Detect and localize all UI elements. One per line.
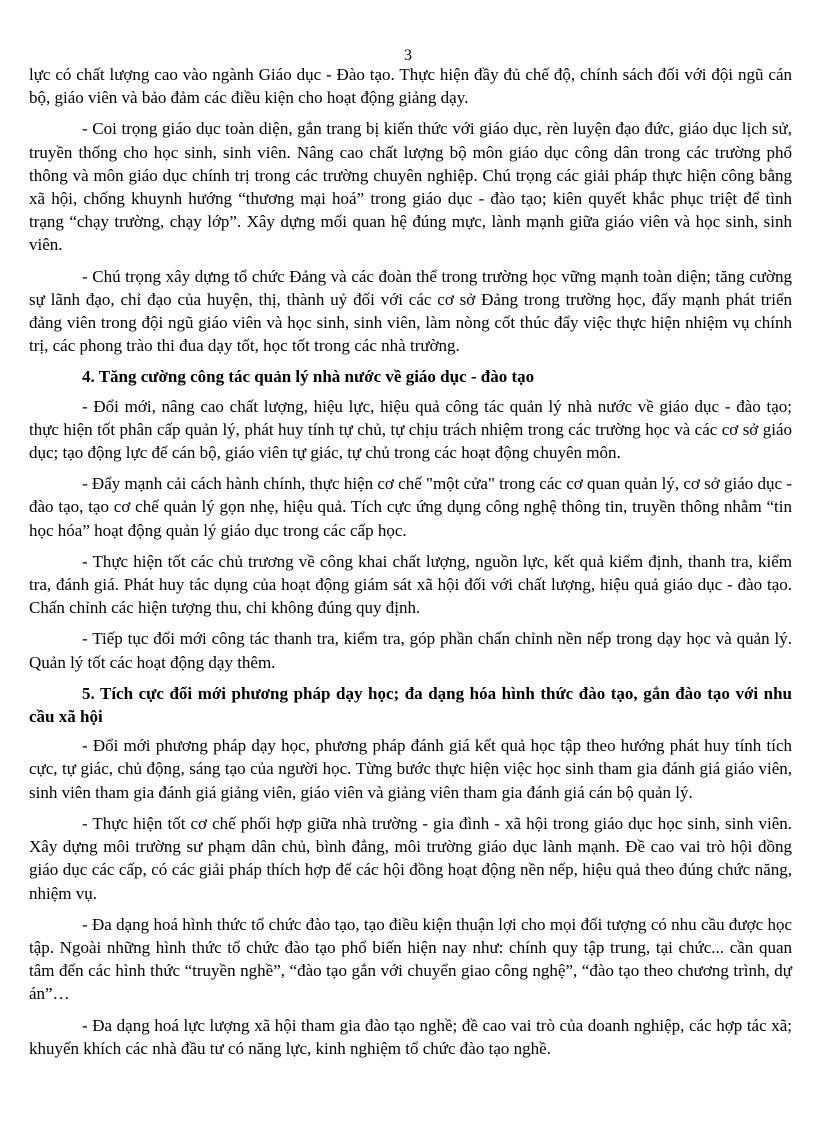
paragraph: - Đổi mới, nâng cao chất lượng, hiệu lực, hiệu quả công tác quản lý nhà nước về giáo dục - đào tạo; thực hiện tốt phân cấp quản lý, phát huy tính tự chủ, tự chịu trách nhiệm trong các trường học và các cơ sở giáo dục; tạo động lực để cán bộ, giáo viên tự giác, tự chủ trong các hoạt động chuyên môn.	[29, 396, 792, 463]
paragraph: - Thực hiện tốt các chủ trương về công khai chất lượng, nguồn lực, kết quả kiểm định, thanh tra, kiểm tra, đánh giá. Phát huy tác dụng của hoạt động giám sát xã hội đối với chất lượng, hiệu quả giáo dục - đào tạo. Chấn chỉnh các hiện tượng thu, chi không đúng quy định.	[29, 551, 792, 618]
paragraph: - Tiếp tục đổi mới công tác thanh tra, kiểm tra, góp phần chấn chỉnh nền nếp trong dạy học và quản lý. Quản lý tốt các hoạt động dạy thêm.	[29, 629, 792, 672]
document-body	[29, 46, 792, 1060]
paragraph: - Đẩy mạnh cải cách hành chính, thực hiện cơ chế "một cửa" trong các cơ quan quản lý, cơ sở giáo dục - đào tạo, tạo cơ chế quản lý gọn nhẹ, hiệu quả. Tích cực ứng dụng công nghệ thông tin, truyền thông nhằm “tin học hóa” hoạt động quản lý giáo dục trong các cấp học.	[29, 474, 792, 540]
paragraph: - Đổi mới phương pháp dạy học, phương pháp đánh giá kết quả học tập theo hướng phát huy tính tích cực, tự giác, chủ động, sáng tạo của người học. Từng bước thực hiện việc học sinh tham gia đánh giá giáo viên, sinh viên tham gia đánh giá giảng viên, giáo viên và giảng viên tham gia đánh giá cán bộ quản lý.	[29, 736, 792, 802]
section-5-heading: 5. Tích cực đổi mới phương pháp dạy học; đa dạng hóa hình thức đào tạo, gắn đào tạo với nhu cầu xã hội	[29, 683, 792, 727]
paragraph: - Chú trọng xây dựng tổ chức Đảng và các đoàn thể trong trường học vững mạnh toàn diện; tăng cường sự lãnh đạo, chỉ đạo của huyện, thị, thành uỷ đối với các cơ sở Đảng trong trường học, đẩy mạnh phát triển đảng viên trong đội ngũ giáo viên và học sinh, sinh viên, làm nòng cốt thúc đẩy việc thực hiện nhiệm vụ chính trị, các phong trào thi đua dạy tốt, học tốt trong các nhà trường.	[29, 266, 792, 356]
paragraph: - Đa dạng hoá lực lượng xã hội tham gia đào tạo nghề; đề cao vai trò của doanh nghiệp, các hợp tác xã; khuyến khích các nhà đầu tư có năng lực, kinh nghiệm tổ chức đào tạo nghề.	[29, 1015, 792, 1058]
paragraph: - Coi trọng giáo dục toàn diện, gắn trang bị kiến thức với giáo dục, rèn luyện đạo đức, giáo dục lịch sử, truyền thống cho học sinh, sinh viên. Nâng cao chất lượng bộ môn giáo dục công dân trong các trường phổ thông và môn giáo dục chính trị trong các trường chuyên nghiệp. Chú trọng các giải pháp thực hiện công bằng xã hội, chống khuynh hướng “thương mại hoá” trong giáo dục - đào tạo; kiên quyết khắc phục triệt để tình trạng “chạy trường, chạy lớp”. Xây dựng mối quan hệ đúng mực, lành mạnh giữa giáo viên và học sinh, sinh viên.	[29, 119, 792, 255]
section-4-heading: 4. Tăng cường công tác quản lý nhà nước về giáo dục - đào tạo	[82, 367, 535, 387]
paragraph: - Thực hiện tốt cơ chế phối hợp giữa nhà trường - gia đình - xã hội trong giáo dục học sinh, sinh viên. Xây dựng môi trường sư phạm dân chủ, bình đẳng, môi trường giáo dục lành mạnh. Đề cao vai trò hội đồng giáo dục các cấp, có các giải pháp thích hợp để các hội đồng hoạt động nền nếp, hiệu quả theo đúng chức năng, nhiệm vụ.	[29, 813, 792, 903]
paragraph: lực có chất lượng cao vào ngành Giáo dục - Đào tạo. Thực hiện đầy đủ chế độ, chính sách đối với đội ngũ cán bộ, giáo viên và bảo đảm các điều kiện cho hoạt động giảng dạy.	[29, 65, 792, 108]
paragraph: - Đa dạng hoá hình thức tổ chức đào tạo, tạo điều kiện thuận lợi cho mọi đối tượng có nhu cầu được học tập. Ngoài những hình thức tổ chức đào tạo phổ biến hiện nay như: chính quy tập trung, tại chức... cần quan tâm đến các hình thức “truyền nghề”, “đào tạo gắn với chuyển giao công nghệ”, “đào tạo theo chương trình, dự án”…	[29, 914, 792, 1004]
page-number: 3	[404, 47, 412, 64]
